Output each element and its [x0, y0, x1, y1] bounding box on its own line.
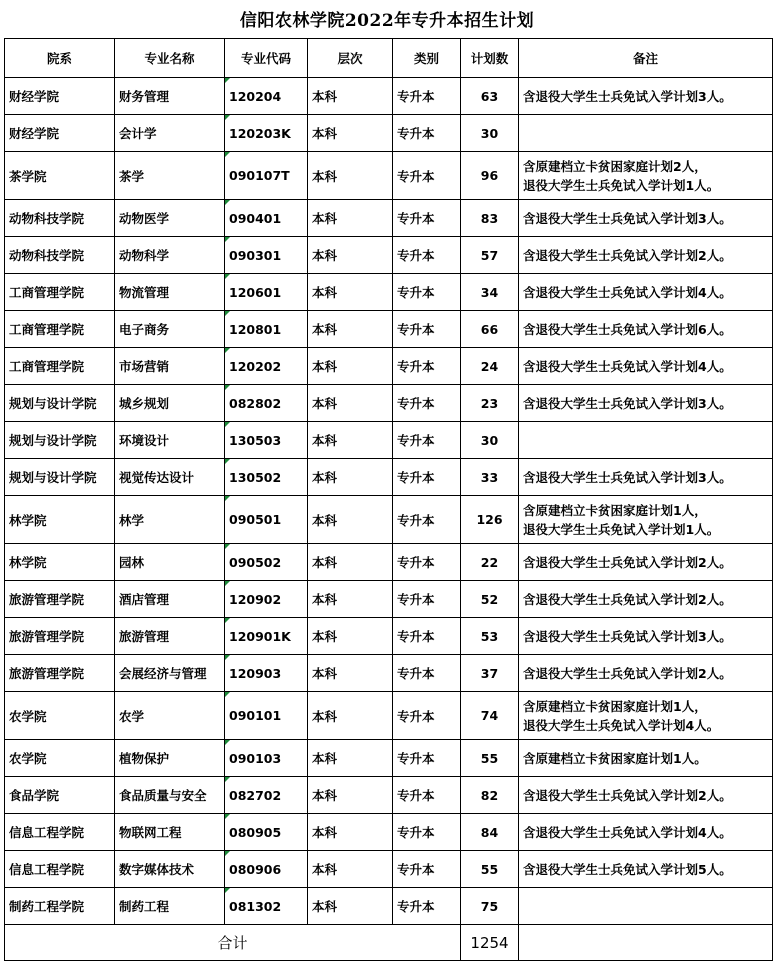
cell-level: 本科 — [308, 459, 393, 496]
cell-major: 环境设计 — [115, 422, 225, 459]
note-line: 含退役大学生士兵免试入学计划2人。 — [523, 787, 732, 803]
table-row — [5, 618, 773, 655]
header-major: 专业名称 — [115, 39, 225, 78]
cell-code: 120601 — [225, 274, 308, 311]
cell-code: 080906 — [225, 851, 308, 888]
cell-quota: 63 — [461, 78, 519, 115]
header-note: 备注 — [519, 39, 773, 78]
cell-category: 专升本 — [393, 618, 461, 655]
cell-note — [519, 152, 773, 200]
header-code: 专业代码 — [225, 39, 308, 78]
cell-dept: 茶学院 — [5, 152, 115, 200]
cell-dept: 动物科技学院 — [5, 200, 115, 237]
enrollment-plan-table — [4, 38, 773, 961]
note-line: 含退役大学生士兵免试入学计划2人。 — [523, 247, 732, 263]
cell-dept: 规划与设计学院 — [5, 459, 115, 496]
note-line: 含退役大学生士兵免试入学计划5人。 — [523, 861, 732, 877]
total-note — [519, 925, 773, 961]
cell-quota: 33 — [461, 459, 519, 496]
cell-quota: 75 — [461, 888, 519, 925]
cell-category: 专升本 — [393, 740, 461, 777]
table-header-row — [5, 39, 773, 78]
cell-level: 本科 — [308, 422, 393, 459]
cell-note — [519, 422, 773, 459]
table-row — [5, 274, 773, 311]
note-line: 含退役大学生士兵免试入学计划2人。 — [523, 665, 732, 681]
note-line: 退役大学生士兵免试入学计划4人。 — [523, 717, 720, 733]
table-row — [5, 152, 773, 200]
table-row — [5, 655, 773, 692]
cell-level: 本科 — [308, 385, 393, 422]
note-line: 含退役大学生士兵免试入学计划2人。 — [523, 554, 732, 570]
cell-major: 农学 — [115, 692, 225, 740]
cell-dept: 食品学院 — [5, 777, 115, 814]
cell-category: 专升本 — [393, 692, 461, 740]
table-row — [5, 851, 773, 888]
note-line: 含退役大学生士兵免试入学计划3人。 — [523, 88, 732, 104]
cell-major: 视觉传达设计 — [115, 459, 225, 496]
cell-quota: 53 — [461, 618, 519, 655]
cell-quota: 30 — [461, 115, 519, 152]
note-line: 含原建档立卡贫困家庭计划2人， — [523, 158, 707, 174]
table-row — [5, 496, 773, 544]
table-row — [5, 581, 773, 618]
header-level: 层次 — [308, 39, 393, 78]
table-row — [5, 740, 773, 777]
cell-note — [519, 78, 773, 115]
note-line: 含退役大学生士兵免试入学计划3人。 — [523, 395, 732, 411]
note-line: 含退役大学生士兵免试入学计划4人。 — [523, 284, 732, 300]
cell-code: 130503 — [225, 422, 308, 459]
cell-major: 会计学 — [115, 115, 225, 152]
cell-category: 专升本 — [393, 115, 461, 152]
cell-major: 物流管理 — [115, 274, 225, 311]
cell-dept: 工商管理学院 — [5, 311, 115, 348]
table-row — [5, 422, 773, 459]
cell-note — [519, 851, 773, 888]
cell-level: 本科 — [308, 237, 393, 274]
cell-category: 专升本 — [393, 655, 461, 692]
cell-major: 市场营销 — [115, 348, 225, 385]
cell-code: 090107T — [225, 152, 308, 200]
cell-dept: 林学院 — [5, 544, 115, 581]
cell-code: 120903 — [225, 655, 308, 692]
cell-quota: 55 — [461, 851, 519, 888]
cell-note — [519, 581, 773, 618]
cell-code: 080905 — [225, 814, 308, 851]
note-line: 含退役大学生士兵免试入学计划3人。 — [523, 210, 732, 226]
cell-note — [519, 459, 773, 496]
header-quota: 计划数 — [461, 39, 519, 78]
cell-category: 专升本 — [393, 348, 461, 385]
cell-major: 城乡规划 — [115, 385, 225, 422]
cell-major: 数字媒体技术 — [115, 851, 225, 888]
cell-level: 本科 — [308, 888, 393, 925]
cell-dept: 信息工程学院 — [5, 851, 115, 888]
cell-code: 090301 — [225, 237, 308, 274]
cell-quota: 23 — [461, 385, 519, 422]
cell-note — [519, 544, 773, 581]
note-line: 含退役大学生士兵免试入学计划4人。 — [523, 824, 732, 840]
cell-dept: 旅游管理学院 — [5, 581, 115, 618]
note-line: 含退役大学生士兵免试入学计划4人。 — [523, 358, 732, 374]
note-line: 含退役大学生士兵免试入学计划2人。 — [523, 591, 732, 607]
cell-note — [519, 385, 773, 422]
cell-dept: 信息工程学院 — [5, 814, 115, 851]
cell-category: 专升本 — [393, 274, 461, 311]
table-row — [5, 692, 773, 740]
cell-dept: 动物科技学院 — [5, 237, 115, 274]
cell-note — [519, 200, 773, 237]
note-line: 含退役大学生士兵免试入学计划6人。 — [523, 321, 732, 337]
cell-level: 本科 — [308, 544, 393, 581]
cell-level: 本科 — [308, 200, 393, 237]
cell-code: 120801 — [225, 311, 308, 348]
cell-dept: 旅游管理学院 — [5, 655, 115, 692]
cell-level: 本科 — [308, 777, 393, 814]
cell-quota: 83 — [461, 200, 519, 237]
cell-quota: 57 — [461, 237, 519, 274]
note-line: 含原建档立卡贫困家庭计划1人。 — [523, 750, 707, 766]
cell-category: 专升本 — [393, 544, 461, 581]
cell-code: 120902 — [225, 581, 308, 618]
cell-code: 090502 — [225, 544, 308, 581]
cell-code: 090103 — [225, 740, 308, 777]
page-title: 信阳农林学院2022年专升本招生计划 — [239, 11, 535, 31]
cell-dept: 工商管理学院 — [5, 348, 115, 385]
cell-quota: 96 — [461, 152, 519, 200]
cell-level: 本科 — [308, 851, 393, 888]
cell-level: 本科 — [308, 692, 393, 740]
cell-note — [519, 115, 773, 152]
cell-code: 081302 — [225, 888, 308, 925]
cell-quota: 24 — [461, 348, 519, 385]
cell-category: 专升本 — [393, 311, 461, 348]
cell-major: 电子商务 — [115, 311, 225, 348]
cell-quota: 52 — [461, 581, 519, 618]
cell-note — [519, 655, 773, 692]
cell-level: 本科 — [308, 152, 393, 200]
cell-code: 090101 — [225, 692, 308, 740]
table-row — [5, 348, 773, 385]
cell-major: 财务管理 — [115, 78, 225, 115]
cell-code: 120202 — [225, 348, 308, 385]
cell-quota: 126 — [461, 496, 519, 544]
cell-dept: 林学院 — [5, 496, 115, 544]
cell-category: 专升本 — [393, 237, 461, 274]
cell-dept: 农学院 — [5, 740, 115, 777]
cell-dept: 财经学院 — [5, 78, 115, 115]
note-line: 含原建档立卡贫困家庭计划1人， — [523, 502, 707, 518]
note-line: 含退役大学生士兵免试入学计划3人。 — [523, 628, 732, 644]
cell-quota: 30 — [461, 422, 519, 459]
cell-major: 制药工程 — [115, 888, 225, 925]
cell-category: 专升本 — [393, 385, 461, 422]
cell-category: 专升本 — [393, 888, 461, 925]
cell-level: 本科 — [308, 274, 393, 311]
cell-level: 本科 — [308, 740, 393, 777]
cell-dept: 财经学院 — [5, 115, 115, 152]
cell-major: 会展经济与管理 — [115, 655, 225, 692]
table-row — [5, 459, 773, 496]
cell-level: 本科 — [308, 115, 393, 152]
cell-dept: 旅游管理学院 — [5, 618, 115, 655]
cell-note — [519, 496, 773, 544]
note-line: 退役大学生士兵免试入学计划1人。 — [523, 521, 720, 537]
cell-code: 090501 — [225, 496, 308, 544]
cell-major: 林学 — [115, 496, 225, 544]
cell-dept: 农学院 — [5, 692, 115, 740]
cell-level: 本科 — [308, 655, 393, 692]
cell-dept: 规划与设计学院 — [5, 422, 115, 459]
cell-note — [519, 814, 773, 851]
cell-note — [519, 311, 773, 348]
cell-major: 动物医学 — [115, 200, 225, 237]
cell-level: 本科 — [308, 348, 393, 385]
cell-note — [519, 237, 773, 274]
cell-note — [519, 888, 773, 925]
total-row — [5, 925, 773, 961]
total-label: 合计 — [5, 925, 461, 961]
cell-category: 专升本 — [393, 200, 461, 237]
cell-level: 本科 — [308, 78, 393, 115]
cell-major: 旅游管理 — [115, 618, 225, 655]
cell-quota: 37 — [461, 655, 519, 692]
header-category: 类别 — [393, 39, 461, 78]
cell-dept: 规划与设计学院 — [5, 385, 115, 422]
cell-category: 专升本 — [393, 851, 461, 888]
cell-major: 酒店管理 — [115, 581, 225, 618]
cell-category: 专升本 — [393, 78, 461, 115]
total-value: 1254 — [461, 925, 519, 961]
cell-major: 茶学 — [115, 152, 225, 200]
cell-code: 120204 — [225, 78, 308, 115]
cell-category: 专升本 — [393, 581, 461, 618]
cell-note — [519, 740, 773, 777]
note-line: 含原建档立卡贫困家庭计划1人， — [523, 698, 707, 714]
table-row — [5, 385, 773, 422]
table-row — [5, 237, 773, 274]
cell-code: 082802 — [225, 385, 308, 422]
table-row — [5, 544, 773, 581]
cell-note — [519, 692, 773, 740]
table-row — [5, 311, 773, 348]
cell-dept: 制药工程学院 — [5, 888, 115, 925]
cell-level: 本科 — [308, 618, 393, 655]
table-row — [5, 200, 773, 237]
cell-major: 物联网工程 — [115, 814, 225, 851]
table-row — [5, 78, 773, 115]
note-line: 含退役大学生士兵免试入学计划3人。 — [523, 469, 732, 485]
cell-quota: 22 — [461, 544, 519, 581]
cell-code: 090401 — [225, 200, 308, 237]
note-line: 退役大学生士兵免试入学计划1人。 — [523, 177, 720, 193]
cell-note — [519, 274, 773, 311]
cell-quota: 74 — [461, 692, 519, 740]
cell-note — [519, 618, 773, 655]
cell-code: 120901K — [225, 618, 308, 655]
cell-note — [519, 777, 773, 814]
cell-category: 专升本 — [393, 777, 461, 814]
table-row — [5, 888, 773, 925]
cell-quota: 82 — [461, 777, 519, 814]
cell-category: 专升本 — [393, 814, 461, 851]
cell-dept: 工商管理学院 — [5, 274, 115, 311]
cell-level: 本科 — [308, 496, 393, 544]
cell-note — [519, 348, 773, 385]
table-row — [5, 814, 773, 851]
cell-quota: 66 — [461, 311, 519, 348]
header-dept: 院系 — [5, 39, 115, 78]
cell-level: 本科 — [308, 311, 393, 348]
cell-major: 植物保护 — [115, 740, 225, 777]
cell-category: 专升本 — [393, 152, 461, 200]
cell-major: 动物科学 — [115, 237, 225, 274]
cell-major: 食品质量与安全 — [115, 777, 225, 814]
cell-major: 园林 — [115, 544, 225, 581]
cell-category: 专升本 — [393, 459, 461, 496]
cell-code: 082702 — [225, 777, 308, 814]
cell-level: 本科 — [308, 581, 393, 618]
table-row — [5, 115, 773, 152]
cell-category: 专升本 — [393, 422, 461, 459]
cell-quota: 84 — [461, 814, 519, 851]
cell-quota: 55 — [461, 740, 519, 777]
cell-quota: 34 — [461, 274, 519, 311]
cell-code: 120203K — [225, 115, 308, 152]
cell-level: 本科 — [308, 814, 393, 851]
cell-category: 专升本 — [393, 496, 461, 544]
table-row — [5, 777, 773, 814]
cell-code: 130502 — [225, 459, 308, 496]
